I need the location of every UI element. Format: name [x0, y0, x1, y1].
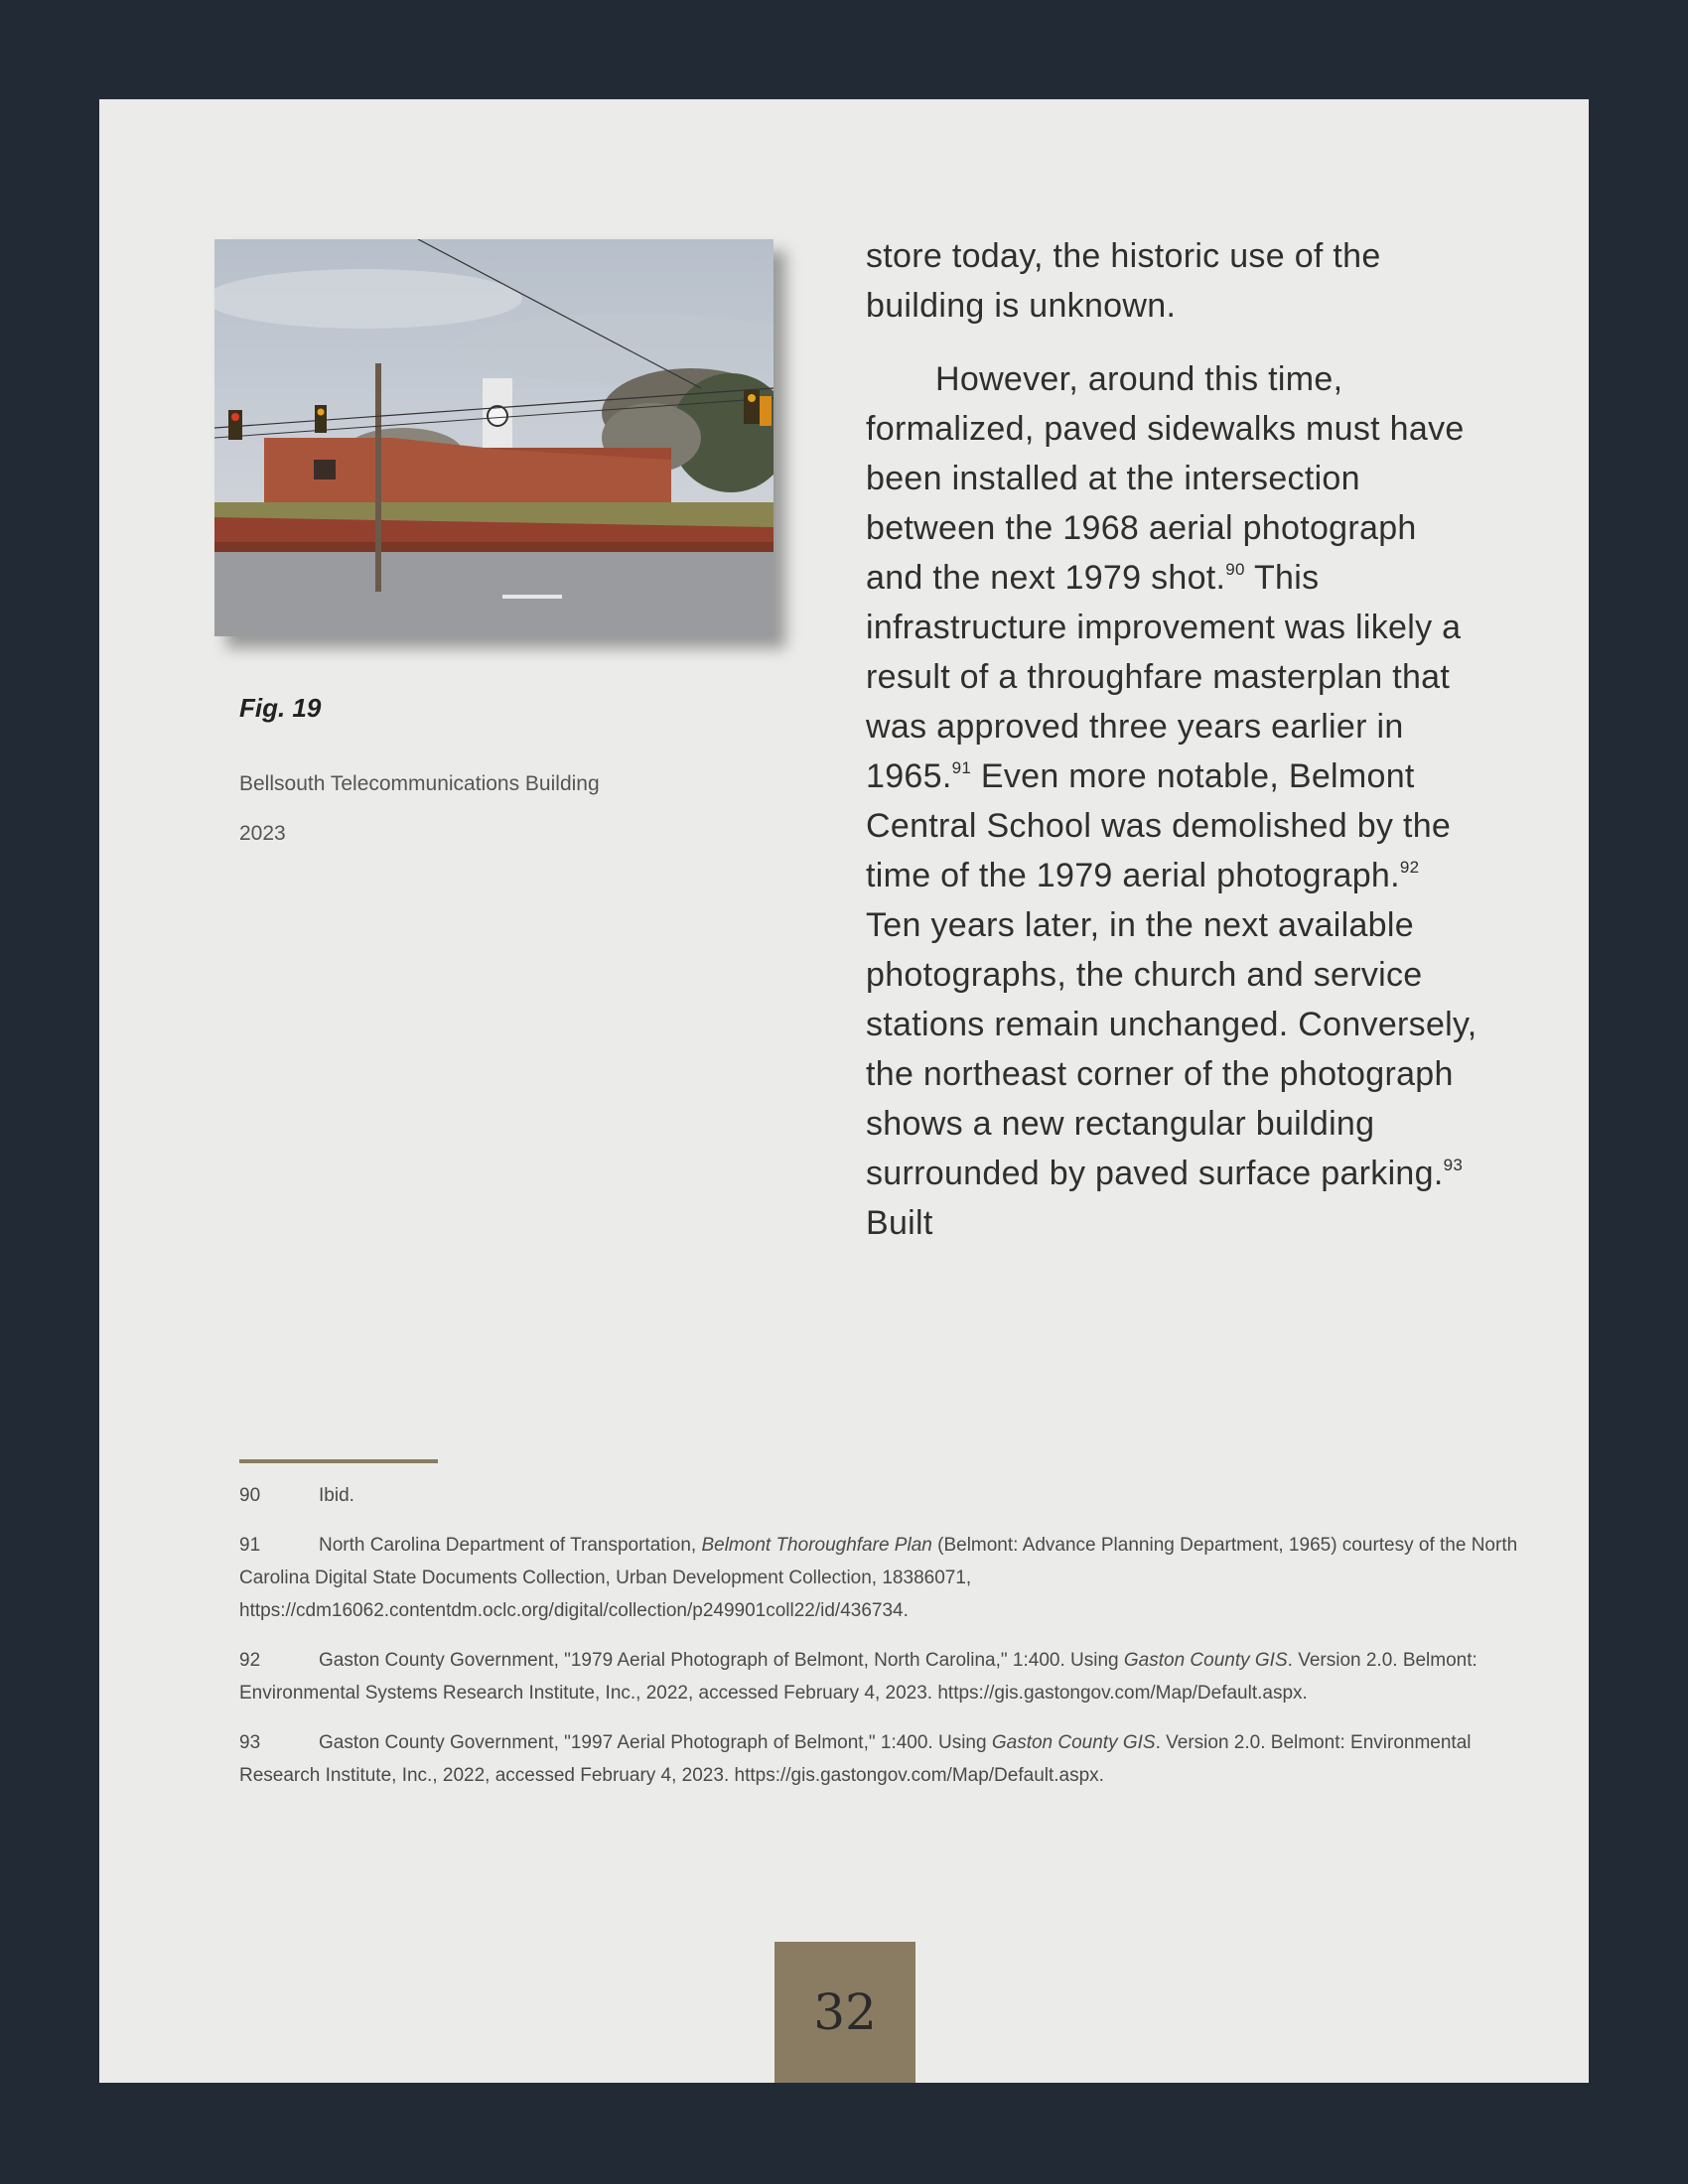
- footnote-ref-92: 92: [1399, 858, 1420, 877]
- footnote-number: 91: [239, 1535, 261, 1556]
- footnote-ref-91: 91: [951, 758, 972, 777]
- footnote-divider: [239, 1459, 438, 1463]
- footnote-number: 92: [239, 1650, 261, 1671]
- figure-photo: [214, 239, 774, 636]
- body-paragraph-1: store today, the historic use of the building is unknown.: [866, 237, 1381, 325]
- footnote-ref-90: 90: [1225, 560, 1245, 579]
- body-text-segment: Ten years later, in the next available photographs, the church and service stations remain unchanged. Conversely, the northeast corner of the photograph shows a new rectangular building surrounded by paved surface parking.: [866, 906, 1477, 1192]
- footnote-text: . Version 2.0. Belmont: Environmental Research Institute, Inc., 2022, accessed February 4, 2023. https://gis.gastongov.com/Map/Default.aspx.: [239, 1732, 1472, 1786]
- body-text-segment: Even more notable, Belmont Central School was demolished by the time of the 1979 aerial photograph.: [866, 757, 1452, 894]
- body-text-segment: Built: [866, 1204, 933, 1242]
- figure-year: 2023: [239, 822, 286, 845]
- body-text-segment: However, around this time, formalized, paved sidewalks must have been installed at the intersection between the 1968 aerial photograph and the next 1979 shot.: [866, 360, 1465, 597]
- footnote-92: [239, 1644, 1540, 1709]
- footnote-90: [239, 1479, 1540, 1512]
- building-photo-illustration: [214, 239, 774, 636]
- footnotes: [239, 1479, 1540, 1809]
- page-number: 32: [774, 1942, 915, 2083]
- footnote-91: [239, 1529, 1540, 1627]
- page: [99, 99, 1589, 2083]
- footnote-ref-93: 93: [1443, 1156, 1464, 1174]
- body-text: [866, 231, 1481, 1248]
- footnote-text: Gaston County Government, "1997 Aerial Photograph of Belmont," 1:400. Using: [319, 1732, 992, 1753]
- footnote-number: 90: [239, 1485, 261, 1506]
- footnote-text: Ibid.: [319, 1485, 354, 1506]
- figure-caption: Bellsouth Telecommunications Building: [239, 772, 600, 795]
- footnote-93: [239, 1726, 1540, 1792]
- figure-label: Fig. 19: [239, 693, 322, 723]
- footnote-text: North Carolina Department of Transportation,: [319, 1535, 702, 1556]
- body-text-segment: This infrastructure improvement was likely a result of a throughfare masterplan that was approved three years earlier in 1965.: [866, 559, 1462, 795]
- footnote-title: Belmont Thoroughfare Plan: [701, 1535, 932, 1556]
- footnote-number: 93: [239, 1732, 261, 1753]
- footnote-title: Gaston County GIS: [1123, 1650, 1288, 1671]
- body-paragraph-2: [866, 354, 1481, 1248]
- footnote-text: Gaston County Government, "1979 Aerial Photograph of Belmont, North Carolina," 1:400. Using: [319, 1650, 1124, 1671]
- footnote-text: (Belmont: Advance Planning Department, 1965) courtesy of the North Carolina Digital State Documents Collection, Urban Development Collection, 18386071, https://cdm16062.contentdm.oclc.org/digital/collection/p249901coll22/id/436734.: [239, 1535, 1518, 1621]
- footnote-title: Gaston County GIS: [991, 1732, 1156, 1753]
- footnote-text: . Version 2.0. Belmont: Environmental Systems Research Institute, Inc., 2022, accessed February 4, 2023. https://gis.gastongov.com/Map/Default.aspx.: [239, 1650, 1477, 1704]
